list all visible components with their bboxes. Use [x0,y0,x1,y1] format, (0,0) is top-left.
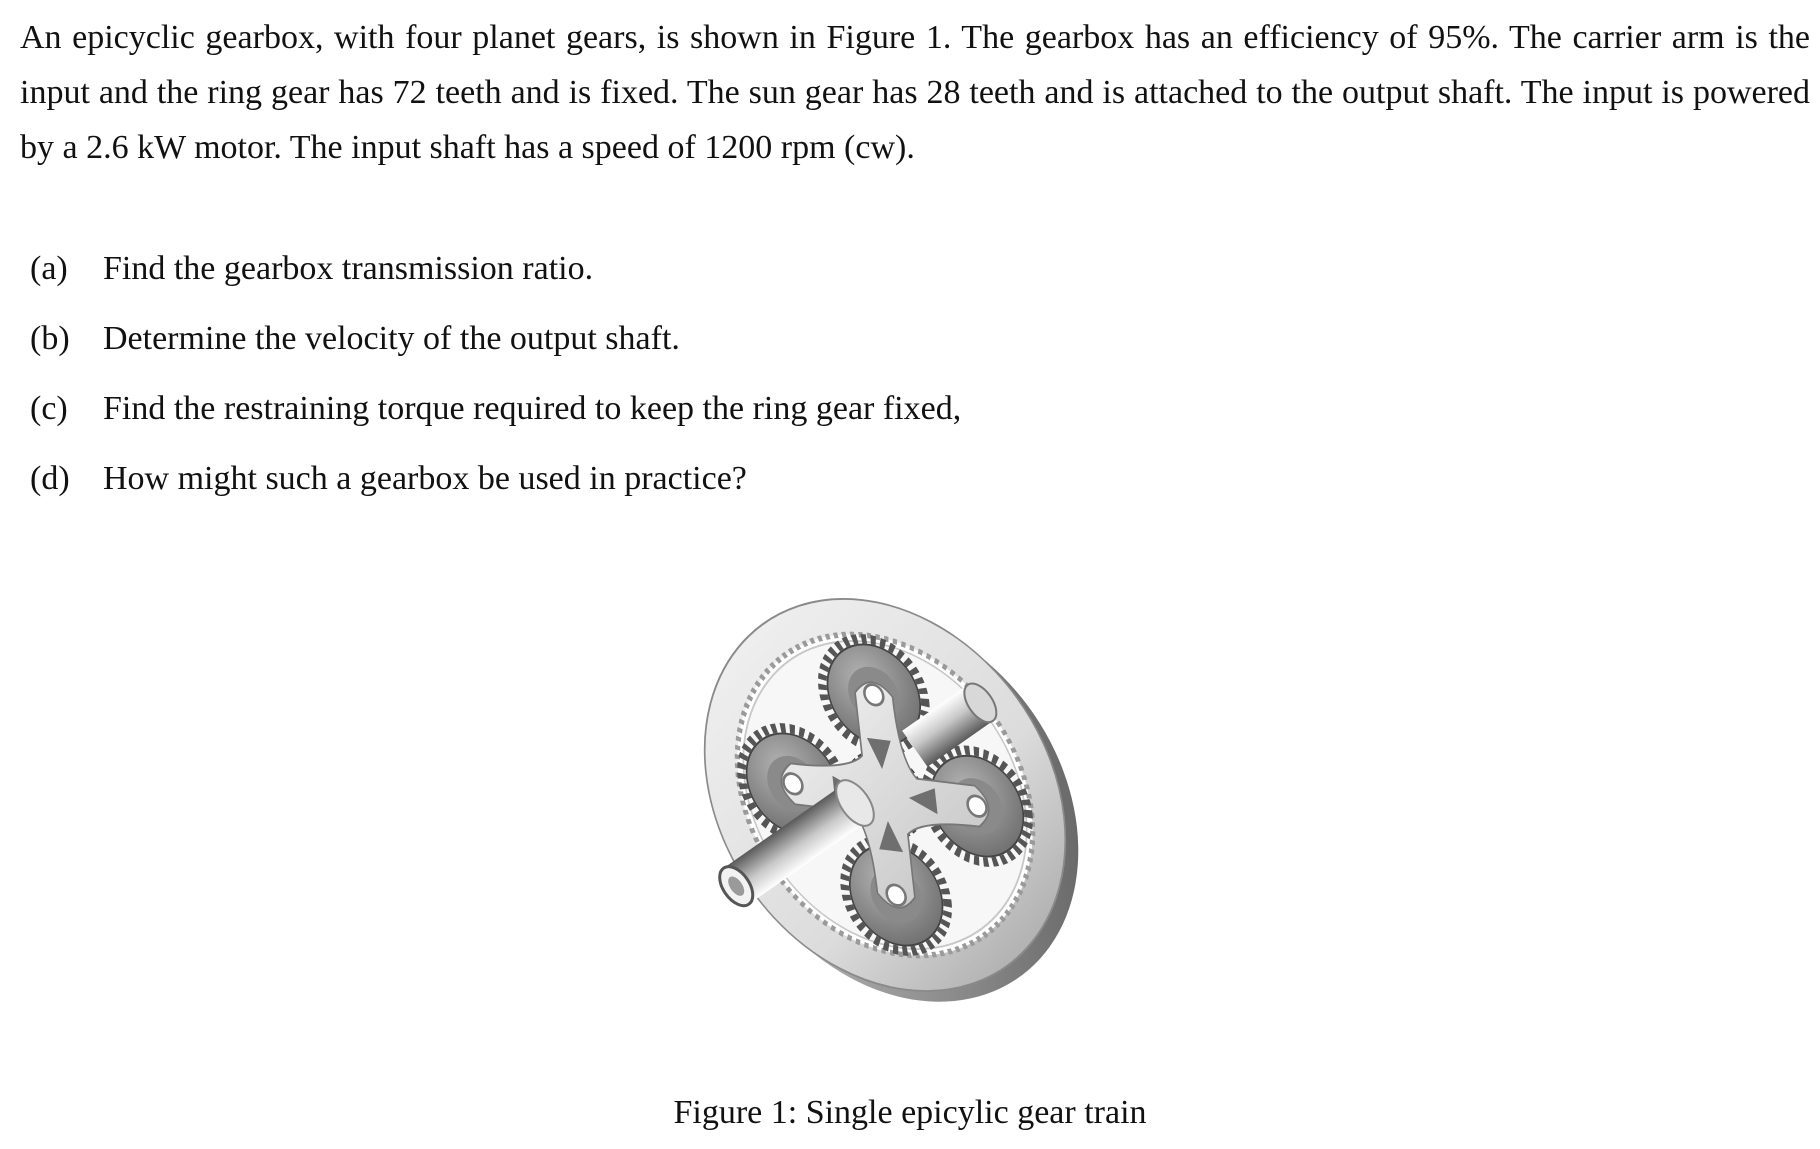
question-label: (b) [30,320,70,357]
question-label: (d) [30,460,70,497]
question-text: Find the gearbox transmission ratio. [103,250,594,287]
gear-train-figure [660,555,1110,1035]
question-label: (c) [30,390,68,427]
question-label: (a) [30,250,68,287]
figure-caption: Figure 1: Single epicylic gear train [673,1094,1147,1131]
question-list [30,240,961,520]
question-item [30,380,961,450]
question-text: Find the restraining torque required to keep the ring gear fixed, [103,390,962,427]
question-item [30,240,961,310]
question-text: Determine the velocity of the output shaft. [103,320,680,357]
question-item [30,450,961,520]
problem-intro: An epicyclic gearbox, with four planet gears, is shown in Figure 1. The gearbox has an efficiency of 95%. The carrier arm is the input and the ring gear has 72 teeth and is fixed. The sun gear has 28 teeth and is attached to the output shaft. The input is powered by a 2.6 kW motor. The input shaft has a speed of 1200 rpm (cw). [20,19,1810,166]
question-text: How might such a gearbox be used in practice? [103,460,747,497]
question-item [30,310,961,380]
